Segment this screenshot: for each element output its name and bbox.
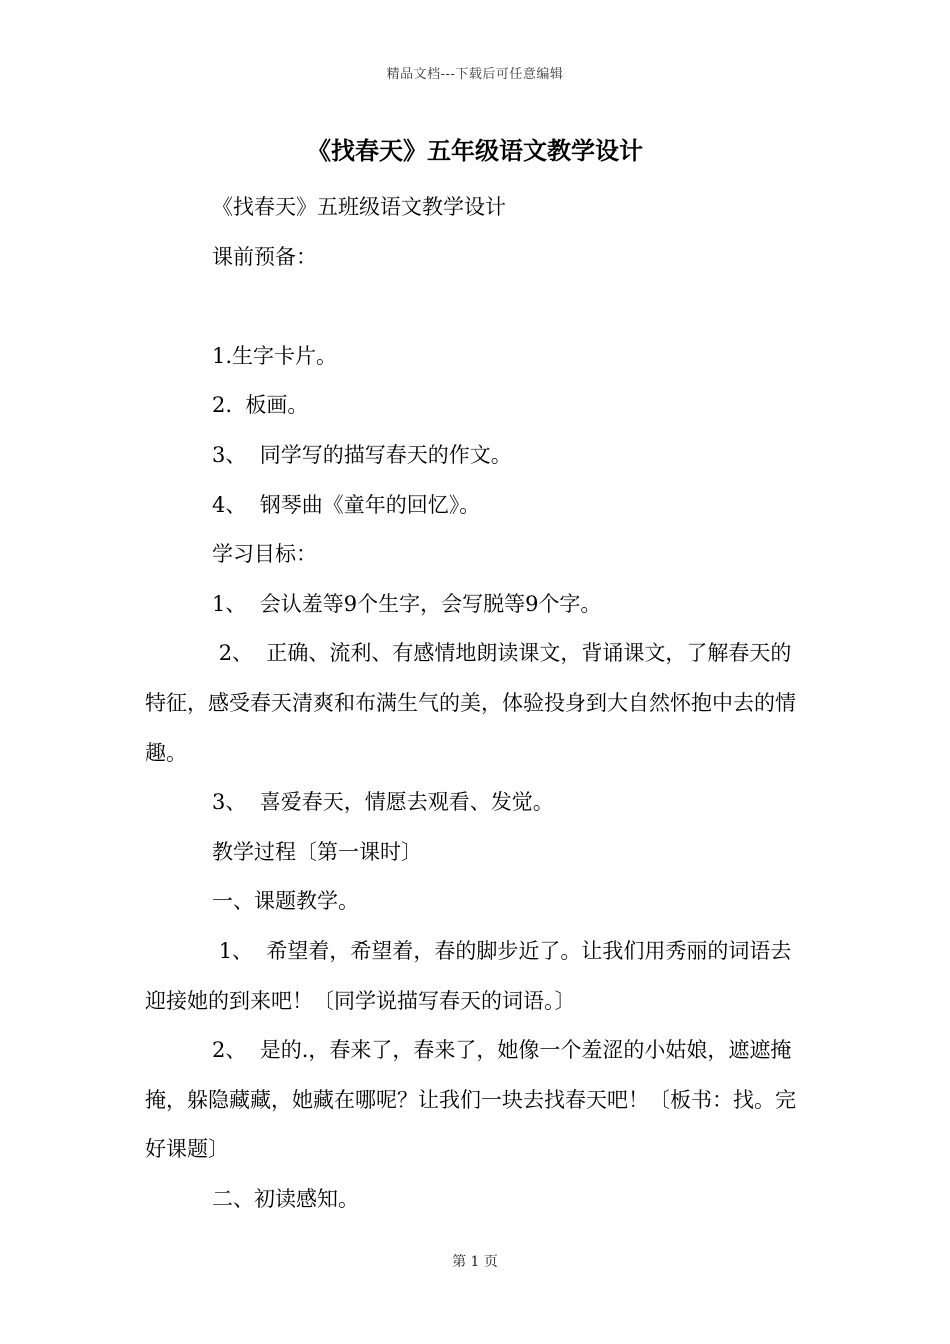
blank-line — [145, 282, 810, 332]
list-item-objective-3: 3、 喜爱春天，情愿去观看、发觉。 — [212, 790, 554, 815]
list-item-prep-4: 4、 钢琴曲《童年的回忆》。 — [212, 492, 481, 517]
list-item-prep-1: 1.生字卡片。 — [212, 343, 338, 368]
list-item-intro-2: 2、 是的.，春来了，春来了，她像一个羞涩的小姑娘，遮遮掩掩，躲隐藏藏，她藏在哪呢？让我们一块去找春天吧！〔板书：找。完好课题〕 — [145, 1038, 796, 1162]
subsection-heading-intro: 一、课题教学。 — [212, 889, 359, 914]
page-footer: 第 1 页 — [452, 1254, 498, 1270]
list-item-prep-2: 2. 板画。 — [212, 393, 309, 418]
section-heading-objectives: 学习目标： — [212, 542, 317, 567]
list-item-intro-1: 1、 希望着，希望着，春的脚步近了。让我们用秀丽的词语去迎接她的到来吧！〔同学说描写春天的词语。〕 — [145, 938, 792, 1013]
list-item-objective-1: 1、 会认羞等9个生字，会写脱等9个字。 — [212, 591, 602, 616]
document-title: 《找春天》五年级语文教学设计 — [307, 136, 643, 165]
section-heading-process: 教学过程〔第一课时〕 — [212, 839, 422, 864]
section-heading-preparation: 课前预备： — [212, 244, 317, 269]
page-header: 精品文档---下载后可任意编辑 — [386, 67, 564, 82]
list-item-prep-3: 3、 同学写的描写春天的作文。 — [212, 442, 512, 467]
subtitle-line: 《找春天》五班级语文教学设计 — [212, 195, 506, 219]
subsection-heading-reading: 二、初读感知。 — [212, 1186, 359, 1211]
list-item-objective-2: 2、 正确、流利、有感情地朗读课文，背诵课文，了解春天的特征，感受春天清爽和布满生气的美，体验投身到大自然怀抱中去的情趣。 — [145, 641, 796, 765]
document-body — [145, 183, 810, 1224]
